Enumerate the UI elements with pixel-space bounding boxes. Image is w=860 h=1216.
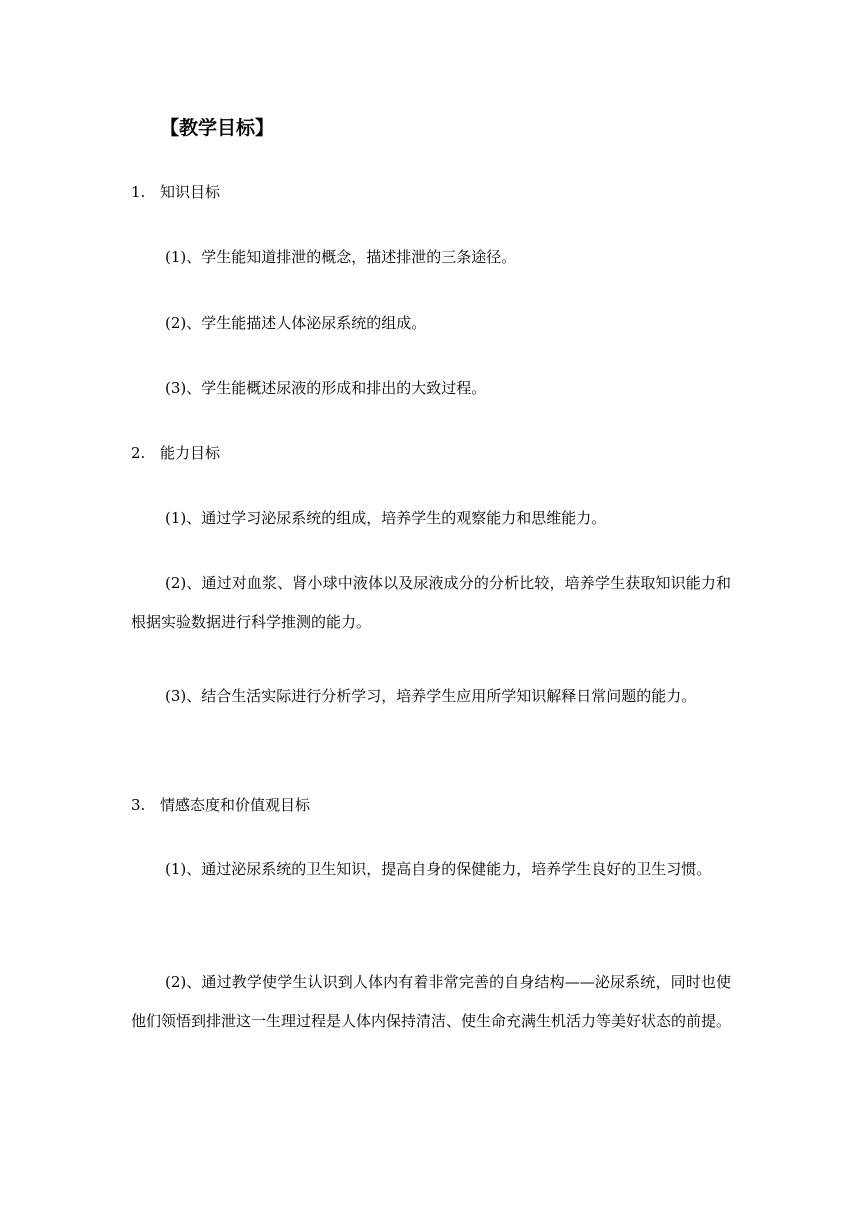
document-title: 【教学目标】 <box>160 117 275 139</box>
section-title: 知识目标 <box>160 183 221 201</box>
section-title: 能力目标 <box>160 444 221 462</box>
objective-item: (3)、学生能概述尿液的形成和排出的大致过程。 <box>165 379 487 397</box>
objective-item: (2)、学生能描述人体泌尿系统的组成。 <box>165 314 427 332</box>
objective-item: (1)、通过学习泌尿系统的组成，培养学生的观察能力和思维能力。 <box>165 509 607 527</box>
objective-item: (1)、通过泌尿系统的卫生知识，提高自身的保健能力，培养学生良好的卫生习惯。 <box>165 860 712 878</box>
section-number: 1. <box>131 183 146 201</box>
section-heading-ability <box>131 441 220 465</box>
section-heading-knowledge <box>131 180 220 204</box>
section-number: 2. <box>131 444 146 462</box>
objective-item: (1)、学生能知道排泄的概念，描述排泄的三条途径。 <box>165 248 517 266</box>
objective-item: (3)、结合生活实际进行分析学习，培养学生应用所学知识解释日常问题的能力。 <box>165 687 697 705</box>
section-title: 情感态度和价值观目标 <box>160 796 311 814</box>
section-number: 3. <box>131 796 146 814</box>
objective-item: (2)、通过对血浆、肾小球中液体以及尿液成分的分析比较，培养学生获取知识能力和根据实验数据进行科学推测的能力。 <box>131 574 731 631</box>
objective-item: (2)、通过教学使学生认识到人体内有着非常完善的自身结构——泌尿系统，同时也使他们领悟到排泄这一生理过程是人体内保持清洁、使生命充满生机活力等美好状态的前提。 <box>131 973 732 1030</box>
section-heading-attitude <box>131 793 310 817</box>
